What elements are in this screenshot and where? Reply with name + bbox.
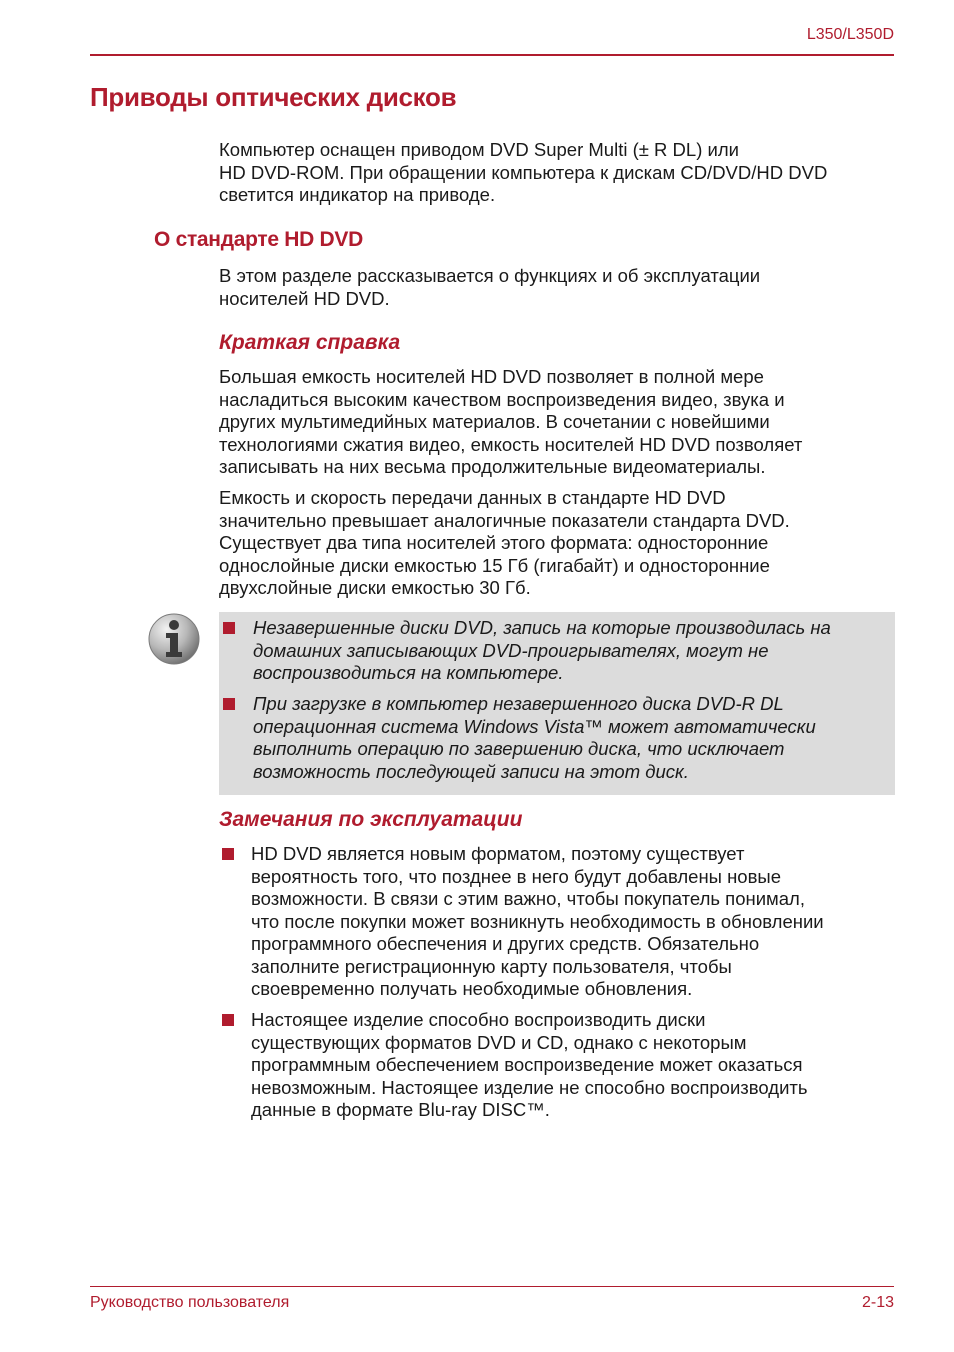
footer-page-number: 2-13 xyxy=(861,1294,894,1311)
note-bullet xyxy=(223,698,235,710)
section-intro-line: носителей HD DVD. xyxy=(219,287,390,309)
footer-manual-title: Руководство пользователя xyxy=(90,1294,290,1311)
note-item-1: Незавершенные диски DVD, запись на которые производилась на домашних записывающих DVD-проигрывателях, могут не воспроизводиться на компьютере. xyxy=(253,617,831,683)
brief-paragraph-1: Большая емкость носителей HD DVD позволяет в полной мере насладиться высоким качеством воспроизведения видео, звука и других мультимедийных материалов. В сочетании с новейшими технологиями сжатия видео, емкость носителей HD DVD позволяет записывать на них весьма продолжительные видеоматериалы. xyxy=(219,366,803,477)
brief-title: Краткая справка xyxy=(219,331,401,354)
header-model: L350/L350D xyxy=(806,26,894,43)
usage-item-1: HD DVD является новым форматом, поэтому существует вероятность того, что позднее в него будут добавлены новые возможности. В связи с этим важно, чтобы покупатель понимал, что после покупки может возникнуть необходимость в обновлении программного обеспечения и других средств. Обязательно заполните регистрационную карту пользователя, чтобы своевременно получать необходимые обновления. xyxy=(251,843,824,999)
intro-paragraph xyxy=(219,139,899,207)
footer-rule xyxy=(90,1286,894,1287)
usage-bullet xyxy=(222,848,234,860)
note-item-2: При загрузке в компьютер незавершенного диска DVD-R DL операционная система Windows Vista™ может автоматически выполнить операцию по завершению диска, что исключает возможность последующей записи на этот диск. xyxy=(253,693,816,782)
intro-line: HD DVD-ROM. При обращении компьютера к дискам CD/DVD/HD DVD xyxy=(219,161,828,183)
page-title: Приводы оптических дисков xyxy=(90,82,457,112)
note-bullet xyxy=(223,622,235,634)
usage-bullet xyxy=(222,1014,234,1026)
brief-paragraph-2: Емкость и скорость передачи данных в стандарте HD DVD значительно превышает аналогичные показатели стандарта DVD. Существует два типа носителей этого формата: односторонние однослойные диски емкостью 15 Гб (гигабайт) и односторонние двухслойные диски емкостью 30 Гб. xyxy=(219,487,790,598)
intro-line: Компьютер оснащен приводом DVD Super Multi (± R DL) или xyxy=(219,139,739,160)
intro-line: светится индикатор на приводе. xyxy=(219,184,496,205)
header-rule xyxy=(90,54,894,56)
section-intro-line: В этом разделе рассказывается о функциях и об эксплуатации xyxy=(219,265,761,286)
section-title: О стандарте HD DVD xyxy=(154,228,363,251)
usage-item-2: Настоящее изделие способно воспроизводить диски существующих форматов DVD и CD, однако с некоторым программным обеспечением воспроизведение может оказаться невозможным. Настоящее изделие не способно воспроизводить данные в формате Blu-ray DISC™. xyxy=(251,1009,808,1120)
section-intro xyxy=(219,265,899,310)
usage-title: Замечания по эксплуатации xyxy=(219,808,523,831)
note-box xyxy=(219,612,895,795)
info-icon xyxy=(147,612,201,666)
